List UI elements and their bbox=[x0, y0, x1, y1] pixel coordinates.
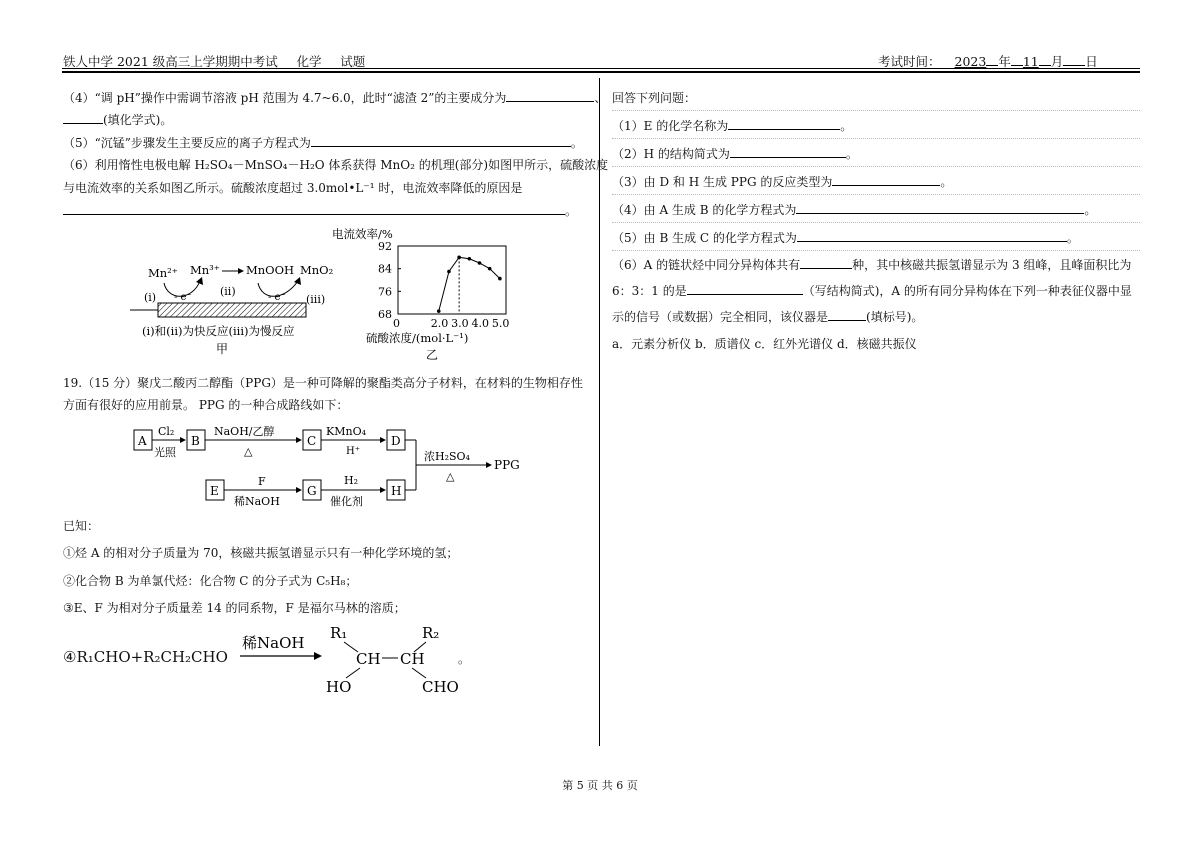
curve-i-head bbox=[196, 277, 203, 285]
header-rule bbox=[62, 68, 1140, 69]
arrow-to-ppg-head bbox=[486, 462, 492, 468]
mnooh-label: MnOOH bbox=[246, 263, 295, 277]
r6-blank-count[interactable] bbox=[800, 257, 852, 269]
q19-line1: 19.（15 分）聚戊二酸丙二醇酯（PPG）是一种可降解的聚酯类高分子材料，在材料的生物相存性 bbox=[63, 376, 583, 390]
q4-line1 bbox=[63, 90, 606, 106]
step-i: (i) bbox=[144, 291, 157, 304]
known-label: 已知： bbox=[63, 519, 100, 533]
r5-text: （5）由 B 生成 C 的化学方程式为 bbox=[612, 231, 797, 245]
known-4-reactants: ④R₁CHO+R₂CH₂CHO bbox=[63, 648, 228, 666]
r1-text: （1）E 的化学名称为 bbox=[612, 119, 729, 133]
chart-frame bbox=[398, 246, 506, 314]
r6-text-a2: 种，其中核磁共振氢谱显示为 3 组峰，且峰面积比为 bbox=[852, 258, 1132, 272]
data-point bbox=[488, 267, 492, 271]
box-D-label: D bbox=[391, 434, 401, 448]
date-day-unit: 日 bbox=[1085, 54, 1098, 69]
k4-reagent: 稀NaOH bbox=[242, 634, 305, 652]
r6-text-b2: （写结构简式)，A 的所有同分异构体在下列一种表征仪器中显 bbox=[802, 284, 1132, 298]
q6-line1: （6）利用惰性电极电解 H₂SO₄－MnSO₄－H₂O 体系获得 MnO₂ 的机理(部分)如图甲所示，硫酸浓度 bbox=[63, 158, 609, 172]
q5-line bbox=[63, 135, 583, 151]
r3-end: 。 bbox=[940, 175, 953, 189]
r4-line bbox=[612, 202, 1096, 218]
chart-ylabel: 电流效率/% bbox=[332, 227, 393, 241]
y-tick-label: 92 bbox=[378, 240, 392, 253]
r2-blank[interactable] bbox=[730, 146, 846, 158]
x-tick-label: 4.0 bbox=[471, 317, 490, 330]
data-point bbox=[437, 309, 441, 313]
e-2: - e⁻ bbox=[268, 292, 286, 303]
y-tick-label: 68 bbox=[378, 308, 392, 321]
data-point bbox=[468, 257, 472, 261]
bond-cho bbox=[412, 668, 426, 678]
step-ii: (ii) bbox=[220, 285, 236, 298]
k4-ho: HO bbox=[326, 678, 352, 696]
data-point bbox=[457, 256, 461, 260]
r6-text-a: （6）A 的链状烃中同分异构体共有 bbox=[612, 258, 801, 272]
reagent-h2: H₂ bbox=[344, 474, 359, 487]
reagent-cat: 催化剂 bbox=[330, 495, 363, 508]
q5-text: （5）“沉锰”步骤发生主要反应的离子方程式为 bbox=[63, 136, 311, 150]
y-tick-label: 76 bbox=[378, 285, 392, 299]
dotted-rule bbox=[612, 110, 1140, 111]
r6-line3 bbox=[612, 309, 923, 325]
bond-ho bbox=[346, 668, 360, 678]
known-4-end: 。 bbox=[458, 652, 471, 666]
box-B-label: B bbox=[191, 434, 200, 448]
arrow-E-G-head bbox=[296, 487, 302, 493]
reagent-cl2: Cl₂ bbox=[158, 425, 175, 438]
q6-end: 。 bbox=[565, 204, 578, 218]
box-H-label: H bbox=[391, 484, 402, 498]
r6-options: a．元素分析仪 b．质谱仪 c．红外光谱仪 d．核磁共振仪 bbox=[612, 337, 917, 351]
q6-line2: 与电流效率的关系如图乙所示。硫酸浓度超过 3.0mol•L⁻¹ 时，电流效率降低的原因是 bbox=[63, 181, 523, 195]
header-rule-thick bbox=[62, 71, 1140, 73]
mn3-label: Mn³⁺ bbox=[190, 263, 220, 277]
k4-ch1: CH bbox=[356, 650, 381, 668]
r4-end: 。 bbox=[1084, 203, 1097, 217]
data-point bbox=[498, 277, 502, 281]
r1-line bbox=[612, 118, 852, 134]
right-intro: 回答下列问题： bbox=[612, 91, 697, 105]
q4-blank-1[interactable] bbox=[506, 90, 594, 102]
q4-line2 bbox=[63, 112, 172, 128]
r3-text: （3）由 D 和 H 生成 PPG 的反应类型为 bbox=[612, 175, 833, 189]
q6-blank[interactable] bbox=[63, 203, 565, 215]
known-4-reaction bbox=[236, 620, 472, 698]
date-month: 11 bbox=[1022, 54, 1039, 69]
date-year: 2023 bbox=[954, 54, 987, 69]
known-1: ①烃 A 的相对分子质量为 70，核磁共振氢谱显示只有一种化学环境的氢； bbox=[63, 546, 459, 560]
data-point bbox=[447, 270, 451, 274]
q4-blank-2[interactable] bbox=[63, 112, 103, 124]
date-year-unit: 年 bbox=[998, 54, 1011, 69]
mno2-label: MnO₂ bbox=[300, 263, 334, 277]
electrode bbox=[158, 303, 306, 317]
step-iii: (iii) bbox=[306, 293, 326, 306]
column-divider bbox=[599, 78, 600, 746]
reagent-hplus: H⁺ bbox=[346, 446, 360, 457]
r6-line2 bbox=[612, 283, 1132, 299]
chart-yi bbox=[330, 226, 520, 361]
r1-blank[interactable] bbox=[728, 118, 840, 130]
r6-text-c2: (填标号)。 bbox=[866, 310, 924, 324]
r3-blank[interactable] bbox=[832, 174, 940, 186]
q4-text: （4）“调 pH”操作中需调节溶液 pH 范围为 4.7~6.0，此时“滤渣 2”的主要成分为 bbox=[63, 91, 507, 105]
chart-xlabel: 硫酸浓度/(mol·L⁻¹) bbox=[366, 331, 469, 345]
exam-title: 铁人中学 2021 级高三上学期期中考试___化学___试题 bbox=[63, 54, 366, 69]
box-E-label: E bbox=[210, 484, 219, 498]
r6-blank-instrument[interactable] bbox=[828, 309, 866, 321]
q6-line3 bbox=[63, 203, 577, 219]
r4-blank[interactable] bbox=[796, 202, 1084, 214]
k4-arrow-head bbox=[314, 652, 322, 660]
dotted-rule bbox=[612, 194, 1140, 195]
y-tick-label: 84 bbox=[378, 262, 392, 276]
reagent-heat2: △ bbox=[446, 470, 455, 483]
dotted-rule bbox=[612, 222, 1140, 223]
r6-text-b: 6：3：1 的是 bbox=[612, 284, 687, 298]
box-A-label: A bbox=[138, 434, 147, 448]
chart-label: 乙 bbox=[426, 348, 439, 361]
arrow-A-B-head bbox=[180, 437, 186, 443]
known-2: ②化合物 B 为单氯代烃：化合物 C 的分子式为 C₅H₈； bbox=[63, 574, 358, 588]
date-month-unit: 月 bbox=[1050, 54, 1064, 69]
q19-line2: 方面有很好的应用前景。 PPG 的一种合成路线如下： bbox=[63, 398, 349, 412]
r6-line1 bbox=[612, 257, 1131, 273]
jia-caption: (i)和(ii)为快反应(iii)为慢反应 bbox=[142, 324, 295, 338]
r4-text: （4）由 A 生成 B 的化学方程式为 bbox=[612, 203, 797, 217]
q5-end: 。 bbox=[570, 136, 583, 150]
reagent-dil-naoh: 稀NaOH bbox=[234, 495, 280, 508]
data-point bbox=[478, 261, 482, 265]
arrow-B-C-head bbox=[296, 437, 302, 443]
reagent-kmno4: KMnO₄ bbox=[326, 425, 366, 438]
reagent-naoh-eth: NaOH/乙醇 bbox=[214, 425, 275, 438]
date-label: 考试时间： bbox=[878, 54, 941, 69]
arrow-G-H-head bbox=[380, 487, 386, 493]
r6-blank-structure[interactable] bbox=[687, 283, 803, 295]
x-tick-label: 2.0 bbox=[430, 317, 449, 330]
q4-sep: 、 bbox=[594, 91, 607, 105]
arrow-C-D-head bbox=[380, 437, 386, 443]
dotted-rule bbox=[612, 250, 1140, 251]
k4-ch2: CH bbox=[400, 650, 425, 668]
r6-text-c: 示的信号（或数据）完全相同，该仪器是 bbox=[612, 310, 829, 324]
e-1: - e⁻ bbox=[174, 292, 192, 303]
x-tick-label: 3.0 bbox=[451, 317, 469, 330]
x-zero: 0 bbox=[393, 317, 400, 330]
mn2-label: Mn²⁺ bbox=[148, 266, 178, 280]
product-ppg: PPG bbox=[494, 458, 520, 472]
box-G-label: G bbox=[307, 484, 317, 498]
dotted-rule bbox=[612, 138, 1140, 139]
x-tick-label: 5.0 bbox=[491, 317, 510, 330]
jia-label: 甲 bbox=[216, 342, 229, 356]
page-footer: 第 5 页 共 6 页 bbox=[562, 779, 638, 792]
q5-blank[interactable] bbox=[311, 135, 571, 147]
arrow-head bbox=[238, 268, 244, 274]
q4-hint: (填化学式)。 bbox=[103, 113, 173, 127]
r1-end: 。 bbox=[840, 119, 853, 133]
k4-r1: R₁ bbox=[330, 624, 348, 642]
reagent-h2so4: 浓H₂SO₄ bbox=[424, 450, 470, 463]
reagent-f: F bbox=[258, 475, 266, 488]
box-C-label: C bbox=[307, 434, 317, 448]
r3-line bbox=[612, 174, 952, 190]
r5-end: 。 bbox=[1066, 231, 1079, 245]
reagent-heat: △ bbox=[244, 445, 253, 458]
curve-iii-head bbox=[294, 277, 301, 285]
k4-r2: R₂ bbox=[422, 624, 440, 642]
known-3: ③E、F 为相对分子质量差 14 的同系物，F 是福尔马林的溶质； bbox=[63, 601, 406, 615]
dotted-rule bbox=[612, 166, 1140, 167]
reagent-light: 光照 bbox=[154, 446, 176, 459]
synthesis-scheme bbox=[128, 420, 538, 512]
r2-end: 。 bbox=[845, 147, 858, 161]
series-line bbox=[439, 257, 500, 311]
k4-cho: CHO bbox=[422, 678, 459, 696]
r5-line bbox=[612, 230, 1079, 246]
r2-text: （2）H 的结构简式为 bbox=[612, 147, 730, 161]
r5-blank[interactable] bbox=[797, 230, 1067, 242]
r2-line bbox=[612, 146, 858, 162]
